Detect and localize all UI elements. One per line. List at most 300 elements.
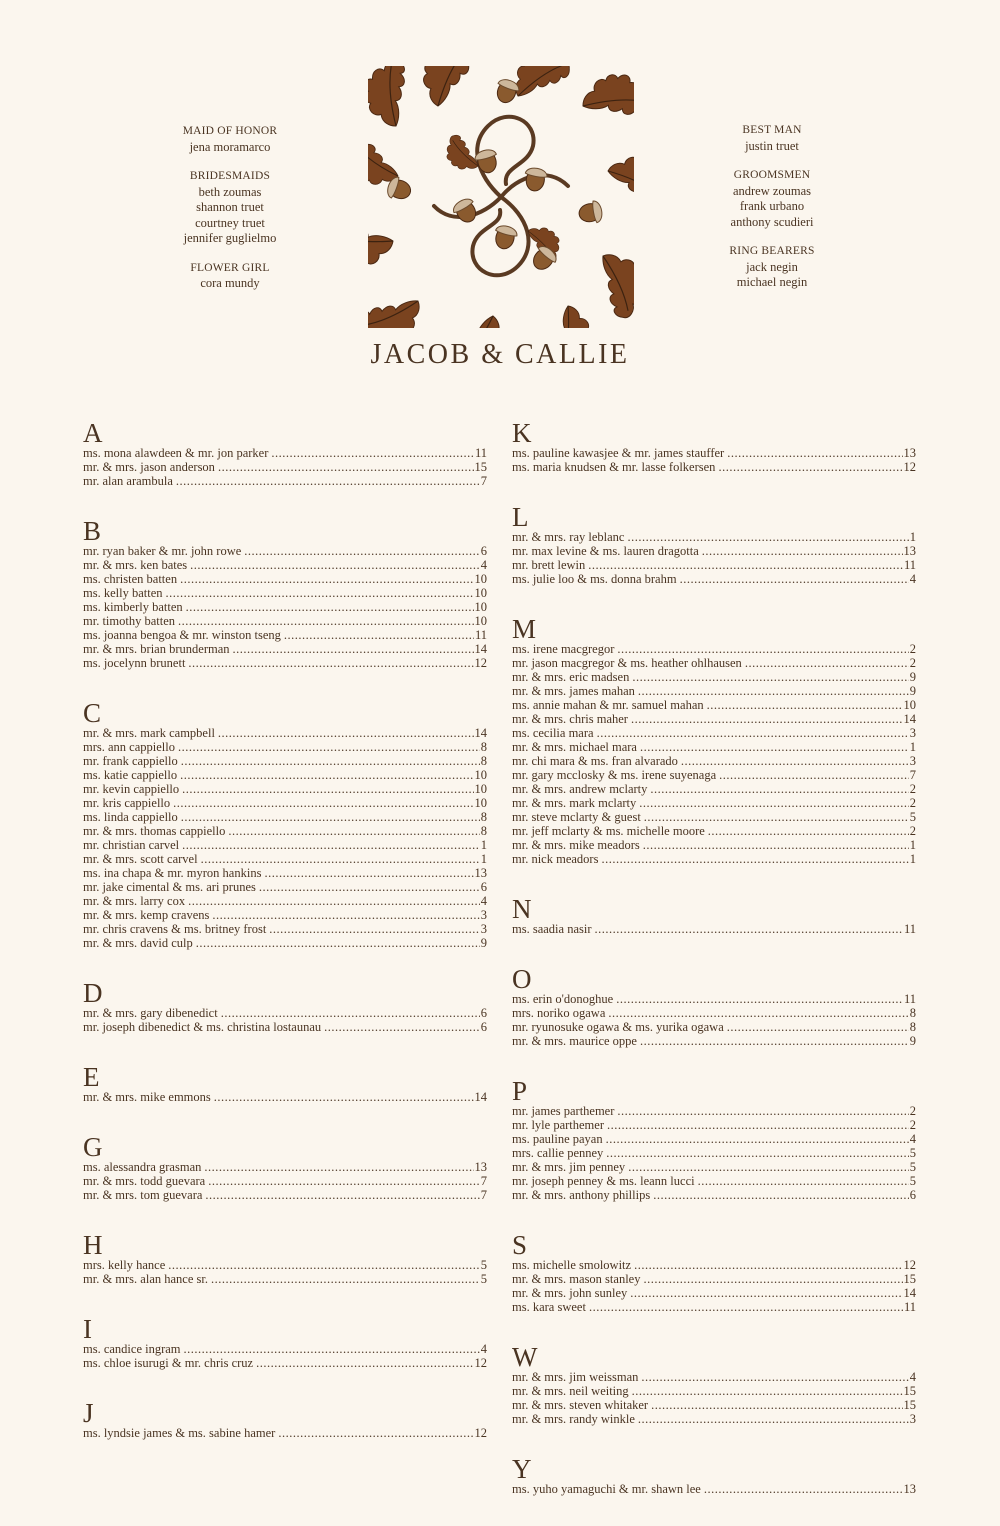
party-member-name: justin truet xyxy=(745,138,799,153)
table-number: 2 xyxy=(909,656,916,670)
guest-name: mr. & mrs. todd guevara xyxy=(83,1174,206,1188)
dot-leader xyxy=(208,1174,480,1188)
table-number: 5 xyxy=(909,1160,916,1174)
guest-name: mr. & mrs. kemp cravens xyxy=(83,908,210,922)
guest-name: mr. & mrs. jim penney xyxy=(512,1160,626,1174)
guest-row xyxy=(512,1300,916,1314)
dot-leader xyxy=(221,1006,480,1020)
dot-leader xyxy=(201,852,480,866)
guest-name: mrs. noriko ogawa xyxy=(512,1006,606,1020)
dot-leader xyxy=(704,1482,903,1496)
dot-leader xyxy=(180,768,473,782)
guest-row xyxy=(512,656,916,670)
guest-name: mr. & mrs. brian brunderman xyxy=(83,642,230,656)
guest-name: mr. & mrs. jason anderson xyxy=(83,460,215,474)
section-letter: E xyxy=(83,1062,100,1092)
guest-name: ms. maria knudsen & mr. lasse folkersen xyxy=(512,460,716,474)
guest-name: mr. & mrs. mike emmons xyxy=(83,1090,211,1104)
dot-leader xyxy=(606,1146,908,1160)
party-member-name: jack negin xyxy=(746,259,798,274)
guest-name: ms. kelly batten xyxy=(83,586,163,600)
dot-leader xyxy=(228,824,479,838)
section-letter: M xyxy=(512,614,537,644)
letter-section xyxy=(83,1232,487,1286)
dot-leader xyxy=(259,880,480,894)
table-number: 3 xyxy=(480,922,487,936)
dot-leader xyxy=(214,1090,474,1104)
party-member-name: courtney truet xyxy=(195,215,265,230)
guest-row xyxy=(83,922,487,936)
dot-leader xyxy=(601,852,908,866)
guest-name: mr. & mrs. mark mclarty xyxy=(512,796,637,810)
guest-row xyxy=(83,754,487,768)
dot-leader xyxy=(588,558,903,572)
guest-name: ms. lyndsie james & ms. sabine hamer xyxy=(83,1426,276,1440)
dot-leader xyxy=(617,1104,908,1118)
dot-leader xyxy=(190,558,480,572)
dot-leader xyxy=(284,628,474,642)
guest-row xyxy=(512,782,916,796)
section-letter: L xyxy=(512,502,529,532)
dot-leader xyxy=(181,810,480,824)
section-letter: O xyxy=(512,964,532,994)
table-number: 5 xyxy=(480,1272,487,1286)
dot-leader xyxy=(180,572,473,586)
guest-name: mr. & mrs. mike meadors xyxy=(512,838,640,852)
table-number: 1 xyxy=(909,852,916,866)
guest-row xyxy=(512,1188,916,1202)
dot-leader xyxy=(707,698,903,712)
table-number: 7 xyxy=(480,474,487,488)
guest-row xyxy=(83,642,487,656)
letter-section xyxy=(512,420,916,474)
guest-row xyxy=(512,1160,916,1174)
guest-row xyxy=(83,880,487,894)
guest-name: mr. & mrs. neil weiting xyxy=(512,1384,629,1398)
guest-row xyxy=(512,1272,916,1286)
dot-leader xyxy=(196,936,480,950)
dot-leader xyxy=(184,1342,480,1356)
guest-name: mr. & mrs. ray leblanc xyxy=(512,530,625,544)
table-number: 13 xyxy=(903,446,916,460)
table-number: 9 xyxy=(480,936,487,950)
guest-name: mr. alan arambula xyxy=(83,474,173,488)
section-letter: C xyxy=(83,698,102,728)
table-number: 10 xyxy=(474,586,487,600)
guest-name: mr. & mrs. tom guevara xyxy=(83,1188,203,1202)
crest-artwork xyxy=(368,66,634,328)
table-number: 11 xyxy=(903,992,916,1006)
dot-leader xyxy=(628,1160,909,1174)
table-number: 8 xyxy=(909,1006,916,1020)
dot-leader xyxy=(597,726,909,740)
guest-name: ms. kimberly batten xyxy=(83,600,183,614)
section-letter: H xyxy=(83,1230,103,1260)
guest-name: mr. kris cappiello xyxy=(83,796,171,810)
guest-name: mr. steve mclarty & guest xyxy=(512,810,641,824)
guest-row xyxy=(83,1174,487,1188)
guest-name: ms. katie cappiello xyxy=(83,768,178,782)
guest-name: ms. joanna bengoa & mr. winston tseng xyxy=(83,628,281,642)
table-number: 14 xyxy=(474,726,487,740)
guest-name: ms. cecilia mara xyxy=(512,726,594,740)
table-number: 10 xyxy=(903,698,916,712)
guest-row xyxy=(83,726,487,740)
table-number: 13 xyxy=(903,544,916,558)
guest-name: mr. jason macgregor & ms. heather ohlhausen xyxy=(512,656,742,670)
table-number: 3 xyxy=(909,1412,916,1426)
guest-name: mrs. ann cappiello xyxy=(83,740,175,754)
dot-leader xyxy=(651,1398,902,1412)
table-number: 4 xyxy=(909,572,916,586)
dot-leader xyxy=(638,684,909,698)
guest-row xyxy=(512,572,916,586)
letter-section xyxy=(512,966,916,1048)
guest-name: mr. & mrs. gary dibenedict xyxy=(83,1006,218,1020)
dot-leader xyxy=(708,824,909,838)
guest-row xyxy=(512,1258,916,1272)
dot-leader xyxy=(204,1160,473,1174)
party-member-name: shannon truet xyxy=(196,200,264,214)
section-letter: N xyxy=(512,894,532,924)
guest-row xyxy=(512,754,916,768)
guest-row xyxy=(512,768,916,782)
dot-leader xyxy=(233,642,474,656)
party-member-name: jennifer guglielmo xyxy=(183,231,277,245)
guest-name: mr. lyle parthemer xyxy=(512,1118,604,1132)
party-member-name: jena moramarco xyxy=(189,139,271,154)
guest-name: ms. annie mahan & mr. samuel mahan xyxy=(512,698,704,712)
table-number: 7 xyxy=(909,768,916,782)
section-letter: G xyxy=(83,1132,103,1162)
guest-row xyxy=(83,1090,487,1104)
party-member-name: michael negin xyxy=(736,275,808,289)
section-letter: Y xyxy=(512,1454,532,1484)
table-number: 1 xyxy=(909,740,916,754)
letter-section xyxy=(512,1344,916,1426)
guest-name: mr. & mrs. larry cox xyxy=(83,894,186,908)
dot-leader xyxy=(269,922,479,936)
guest-name: mr. kevin cappiello xyxy=(83,782,180,796)
guest-row xyxy=(83,908,487,922)
guest-name: mr. & mrs. steven whitaker xyxy=(512,1398,649,1412)
letter-section xyxy=(512,616,916,866)
dot-leader xyxy=(256,1356,473,1370)
table-number: 10 xyxy=(474,796,487,810)
guest-name: mr. gary mcclosky & ms. irene suyenaga xyxy=(512,768,717,782)
table-number: 15 xyxy=(903,1398,916,1412)
party-group xyxy=(130,261,330,292)
guest-row xyxy=(512,712,916,726)
table-number: 3 xyxy=(909,726,916,740)
dot-leader xyxy=(727,446,902,460)
table-number: 11 xyxy=(474,628,487,642)
dot-leader xyxy=(181,754,480,768)
dot-leader xyxy=(211,1272,480,1286)
party-member-name: frank urbano xyxy=(739,199,805,213)
party-member-name: andrew zoumas xyxy=(732,183,812,198)
guest-name: ms. jocelynn brunett xyxy=(83,656,186,670)
table-number: 4 xyxy=(909,1370,916,1384)
guest-row xyxy=(512,446,916,460)
party-role: BRIDESMAIDS xyxy=(189,170,271,182)
guest-row xyxy=(83,544,487,558)
section-letter: I xyxy=(83,1314,92,1344)
guest-row xyxy=(83,600,487,614)
section-letter: J xyxy=(83,1398,94,1428)
guest-name: mr. brett lewin xyxy=(512,558,586,572)
guest-name: mr. & mrs. maurice oppe xyxy=(512,1034,637,1048)
party-group xyxy=(672,123,872,154)
guest-row xyxy=(83,614,487,628)
dot-leader xyxy=(271,446,474,460)
guest-row xyxy=(512,544,916,558)
table-number: 4 xyxy=(480,558,487,572)
guest-row xyxy=(83,1258,487,1272)
dot-leader xyxy=(218,460,474,474)
guest-row xyxy=(83,782,487,796)
guest-row xyxy=(512,838,916,852)
guest-row xyxy=(83,628,487,642)
guest-row xyxy=(83,1020,487,1034)
guest-name: mr. & mrs. chris maher xyxy=(512,712,628,726)
party-role: FLOWER GIRL xyxy=(190,261,270,274)
guest-row xyxy=(512,922,916,936)
guest-name: mr. jake cimental & ms. ari prunes xyxy=(83,880,256,894)
guest-row xyxy=(512,530,916,544)
party-group xyxy=(672,244,872,291)
guest-name: mrs. callie penney xyxy=(512,1146,604,1160)
guest-name: mr. max levine & ms. lauren dragotta xyxy=(512,544,699,558)
couple-names: JACOB & CALLIE xyxy=(370,339,630,370)
seating-column-right xyxy=(512,420,916,1526)
section-letter: P xyxy=(512,1076,528,1106)
guest-row xyxy=(512,1146,916,1160)
party-member-name: anthony scudieri xyxy=(730,214,814,229)
table-number: 2 xyxy=(909,642,916,656)
table-number: 4 xyxy=(480,894,487,908)
table-number: 10 xyxy=(474,614,487,628)
dot-leader xyxy=(745,656,909,670)
guest-name: mr. christian carvel xyxy=(83,838,180,852)
table-number: 11 xyxy=(903,1300,916,1314)
dot-leader xyxy=(630,1286,902,1300)
table-number: 15 xyxy=(474,460,487,474)
dot-leader xyxy=(168,1258,479,1272)
guest-name: mr. & mrs. jim weissman xyxy=(512,1370,639,1384)
dot-leader xyxy=(173,796,473,810)
guest-row xyxy=(512,1286,916,1300)
guest-name: ms. michelle smolowitz xyxy=(512,1258,632,1272)
party-group xyxy=(130,124,330,155)
letter-section xyxy=(83,700,487,950)
table-number: 12 xyxy=(474,1356,487,1370)
dot-leader xyxy=(278,1426,473,1440)
guest-name: mr. & mrs. eric madsen xyxy=(512,670,630,684)
guest-name: mr. & mrs. thomas cappiello xyxy=(83,824,226,838)
table-number: 1 xyxy=(909,530,916,544)
guest-row xyxy=(83,558,487,572)
dot-leader xyxy=(702,544,903,558)
dot-leader xyxy=(719,768,909,782)
guest-name: mr. & mrs. randy winkle xyxy=(512,1412,635,1426)
table-number: 8 xyxy=(480,740,487,754)
letter-section xyxy=(83,1064,487,1104)
guest-row xyxy=(83,586,487,600)
dot-leader xyxy=(627,530,908,544)
table-number: 12 xyxy=(903,1258,916,1272)
letter-section xyxy=(83,1400,487,1440)
table-number: 11 xyxy=(903,922,916,936)
guest-row xyxy=(512,1412,916,1426)
oak-leaf-acorn-crest-icon xyxy=(368,66,634,328)
table-number: 4 xyxy=(480,1342,487,1356)
dot-leader xyxy=(640,740,909,754)
guest-name: mr. & mrs. michael mara xyxy=(512,740,637,754)
dot-leader xyxy=(681,754,909,768)
guest-row xyxy=(83,936,487,950)
guest-name: mr. & mrs. anthony phillips xyxy=(512,1188,651,1202)
section-letter: S xyxy=(512,1230,528,1260)
table-number: 1 xyxy=(480,852,487,866)
guest-name: ms. yuho yamaguchi & mr. shawn lee xyxy=(512,1482,701,1496)
dot-leader xyxy=(182,838,480,852)
dot-leader xyxy=(608,1006,908,1020)
dot-leader xyxy=(264,866,473,880)
guest-name: mr. jeff mclarty & ms. michelle moore xyxy=(512,824,705,838)
table-number: 6 xyxy=(480,1020,487,1034)
table-number: 2 xyxy=(909,782,916,796)
table-number: 15 xyxy=(903,1384,916,1398)
guest-name: ms. erin o'donoghue xyxy=(512,992,614,1006)
guest-name: mr. & mrs. scott carvel xyxy=(83,852,198,866)
guest-row xyxy=(512,1020,916,1034)
guest-name: mr. & mrs. ken bates xyxy=(83,558,188,572)
table-number: 13 xyxy=(474,1160,487,1174)
guest-row xyxy=(512,1384,916,1398)
letter-section xyxy=(512,504,916,586)
table-number: 13 xyxy=(903,1482,916,1496)
dot-leader xyxy=(641,1370,908,1384)
guest-name: mr. joseph penney & ms. leann lucci xyxy=(512,1174,695,1188)
guest-name: mr. james parthemer xyxy=(512,1104,615,1118)
guest-row xyxy=(83,838,487,852)
table-number: 11 xyxy=(474,446,487,460)
guest-row xyxy=(83,824,487,838)
dot-leader xyxy=(650,782,908,796)
guest-name: mr. & mrs. david culp xyxy=(83,936,193,950)
dot-leader xyxy=(188,894,480,908)
dot-leader xyxy=(178,614,473,628)
dot-leader xyxy=(186,600,474,614)
guest-row xyxy=(512,460,916,474)
wedding-party-right xyxy=(672,123,872,305)
guest-name: ms. mona alawdeen & mr. jon parker xyxy=(83,446,269,460)
dot-leader xyxy=(178,740,480,754)
guest-name: ms. ina chapa & mr. myron hankins xyxy=(83,866,262,880)
letter-section xyxy=(83,420,487,488)
table-number: 9 xyxy=(909,1034,916,1048)
table-number: 2 xyxy=(909,1118,916,1132)
dot-leader xyxy=(595,922,903,936)
letter-section xyxy=(512,1232,916,1314)
letter-section xyxy=(512,896,916,936)
table-number: 8 xyxy=(480,754,487,768)
table-number: 9 xyxy=(909,670,916,684)
guest-row xyxy=(512,992,916,1006)
table-number: 9 xyxy=(909,684,916,698)
party-role: RING BEARERS xyxy=(729,245,815,257)
guest-row xyxy=(512,1174,916,1188)
dot-leader xyxy=(698,1174,909,1188)
table-number: 12 xyxy=(474,1426,487,1440)
guest-name: ms. linda cappiello xyxy=(83,810,178,824)
table-number: 12 xyxy=(903,460,916,474)
guest-row xyxy=(83,866,487,880)
dot-leader xyxy=(617,642,908,656)
table-number: 7 xyxy=(480,1174,487,1188)
guest-name: mr. & mrs. john sunley xyxy=(512,1286,628,1300)
table-number: 2 xyxy=(909,796,916,810)
guest-row xyxy=(83,1356,487,1370)
guest-name: ms. alessandra grasman xyxy=(83,1160,202,1174)
guest-row xyxy=(83,894,487,908)
dot-leader xyxy=(324,1020,480,1034)
guest-row xyxy=(512,810,916,824)
guest-row xyxy=(83,1272,487,1286)
guest-row xyxy=(512,1104,916,1118)
wedding-party-left xyxy=(130,124,330,306)
guest-row xyxy=(83,1160,487,1174)
guest-row xyxy=(83,474,487,488)
guest-name: mr. chris cravens & ms. britney frost xyxy=(83,922,267,936)
guest-name: mr. ryunosuke ogawa & ms. yurika ogawa xyxy=(512,1020,724,1034)
guest-row xyxy=(512,1034,916,1048)
dot-leader xyxy=(653,1188,909,1202)
guest-row xyxy=(83,796,487,810)
dot-leader xyxy=(166,586,474,600)
guest-name: mr. ryan baker & mr. john rowe xyxy=(83,544,242,558)
table-number: 1 xyxy=(909,838,916,852)
guest-row xyxy=(83,1342,487,1356)
guest-name: mr. chi mara & ms. fran alvarado xyxy=(512,754,678,768)
letter-section xyxy=(512,1078,916,1202)
dot-leader xyxy=(212,908,479,922)
dot-leader xyxy=(643,838,909,852)
dot-leader xyxy=(640,1034,909,1048)
guest-row xyxy=(512,852,916,866)
guest-row xyxy=(512,824,916,838)
guest-name: mr. & mrs. james mahan xyxy=(512,684,635,698)
guest-name: ms. irene macgregor xyxy=(512,642,615,656)
letter-section xyxy=(83,980,487,1034)
table-number: 13 xyxy=(474,866,487,880)
guest-name: mr. & mrs. mark campbell xyxy=(83,726,215,740)
party-group xyxy=(672,168,872,230)
table-number: 5 xyxy=(909,1174,916,1188)
guest-row xyxy=(83,740,487,754)
table-number: 11 xyxy=(903,558,916,572)
guest-row xyxy=(512,1482,916,1496)
section-letter: A xyxy=(83,418,103,448)
section-letter: K xyxy=(512,418,532,448)
seating-column-left xyxy=(83,420,487,1470)
table-number: 3 xyxy=(480,908,487,922)
table-number: 5 xyxy=(909,810,916,824)
guest-name: mr. timothy batten xyxy=(83,614,176,628)
dot-leader xyxy=(680,572,909,586)
table-number: 4 xyxy=(909,1132,916,1146)
